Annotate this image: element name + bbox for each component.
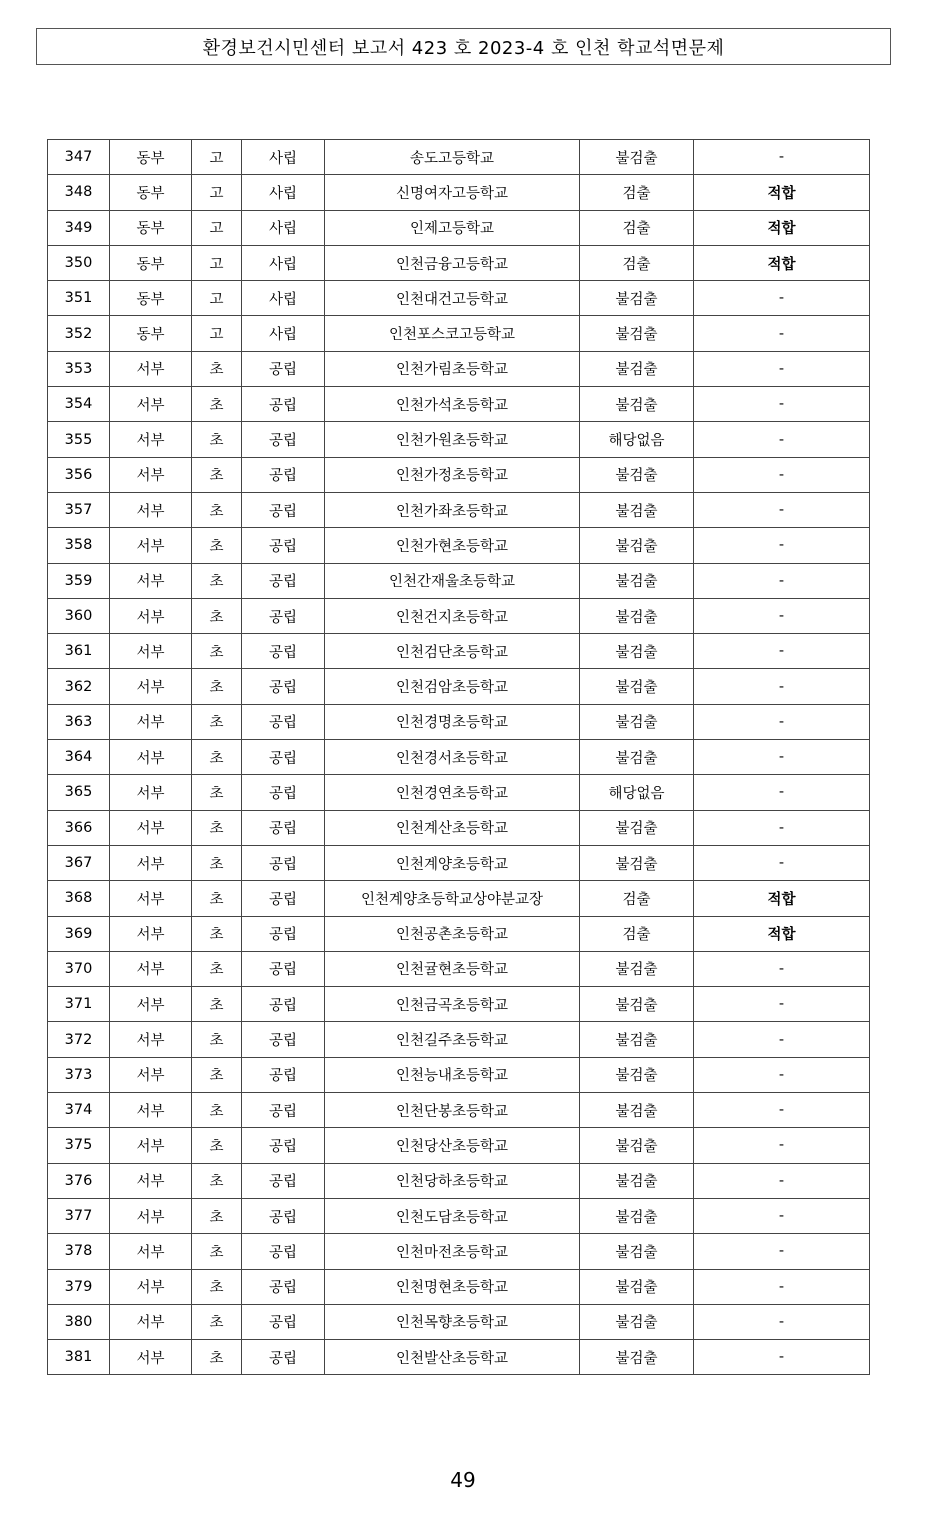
table-row xyxy=(48,1128,870,1163)
school-name-cell: 인천계양초등학교상야분교장 xyxy=(325,881,580,916)
school-type-cell: 공립 xyxy=(242,457,325,492)
detection-cell: 불검출 xyxy=(580,1198,694,1233)
judgement-cell: - xyxy=(694,669,870,704)
judgement-cell: - xyxy=(694,1128,870,1163)
table-row xyxy=(48,1304,870,1339)
school-type-cell: 공립 xyxy=(242,1057,325,1092)
school-type-cell: 공립 xyxy=(242,1269,325,1304)
region-cell: 서부 xyxy=(110,704,192,739)
school-type-cell: 공립 xyxy=(242,492,325,527)
school-type-cell: 공립 xyxy=(242,563,325,598)
school-level-cell: 초 xyxy=(192,492,242,527)
judgement-cell: - xyxy=(694,1198,870,1233)
table-row xyxy=(48,775,870,810)
judgement-cell: - xyxy=(694,1234,870,1269)
region-cell: 서부 xyxy=(110,810,192,845)
region-cell: 서부 xyxy=(110,598,192,633)
school-type-cell: 공립 xyxy=(242,634,325,669)
judgement-cell: - xyxy=(694,281,870,316)
row-number-cell: 373 xyxy=(48,1057,110,1092)
table-row xyxy=(48,316,870,351)
row-number-cell: 378 xyxy=(48,1234,110,1269)
detection-cell: 불검출 xyxy=(580,351,694,386)
detection-cell: 해당없음 xyxy=(580,422,694,457)
row-number-cell: 374 xyxy=(48,1093,110,1128)
school-type-cell: 공립 xyxy=(242,1340,325,1375)
judgement-cell: 적합 xyxy=(694,881,870,916)
judgement-cell: 적합 xyxy=(694,916,870,951)
school-level-cell: 초 xyxy=(192,987,242,1022)
detection-cell: 불검출 xyxy=(580,1163,694,1198)
school-level-cell: 초 xyxy=(192,740,242,775)
school-name-cell: 인천공촌초등학교 xyxy=(325,916,580,951)
school-name-cell: 인천대건고등학교 xyxy=(325,281,580,316)
school-name-cell: 인천간재울초등학교 xyxy=(325,563,580,598)
school-type-cell: 공립 xyxy=(242,1163,325,1198)
school-name-cell: 인천가원초등학교 xyxy=(325,422,580,457)
detection-cell: 검출 xyxy=(580,881,694,916)
school-name-cell: 인천금곡초등학교 xyxy=(325,987,580,1022)
school-level-cell: 초 xyxy=(192,634,242,669)
detection-cell: 불검출 xyxy=(580,492,694,527)
school-type-cell: 공립 xyxy=(242,881,325,916)
detection-cell: 검출 xyxy=(580,175,694,210)
judgement-cell: - xyxy=(694,457,870,492)
school-name-cell: 인천경명초등학교 xyxy=(325,704,580,739)
judgement-cell: - xyxy=(694,1269,870,1304)
region-cell: 서부 xyxy=(110,387,192,422)
school-level-cell: 초 xyxy=(192,1163,242,1198)
school-level-cell: 초 xyxy=(192,1340,242,1375)
row-number-cell: 350 xyxy=(48,245,110,280)
school-name-cell: 인천단봉초등학교 xyxy=(325,1093,580,1128)
row-number-cell: 381 xyxy=(48,1340,110,1375)
judgement-cell: - xyxy=(694,492,870,527)
page-number: 49 xyxy=(450,1468,476,1492)
school-level-cell: 초 xyxy=(192,563,242,598)
school-type-cell: 공립 xyxy=(242,422,325,457)
region-cell: 서부 xyxy=(110,1128,192,1163)
school-type-cell: 사립 xyxy=(242,316,325,351)
row-number-cell: 349 xyxy=(48,210,110,245)
school-type-cell: 공립 xyxy=(242,598,325,633)
table-row xyxy=(48,1093,870,1128)
detection-cell: 불검출 xyxy=(580,1340,694,1375)
judgement-cell: - xyxy=(694,740,870,775)
judgement-cell: - xyxy=(694,351,870,386)
row-number-cell: 361 xyxy=(48,634,110,669)
detection-cell: 불검출 xyxy=(580,1022,694,1057)
judgement-cell: 적합 xyxy=(694,245,870,280)
school-level-cell: 초 xyxy=(192,669,242,704)
row-number-cell: 347 xyxy=(48,140,110,175)
judgement-cell: - xyxy=(694,422,870,457)
school-type-cell: 공립 xyxy=(242,1128,325,1163)
school-type-cell: 공립 xyxy=(242,1093,325,1128)
table-row xyxy=(48,422,870,457)
region-cell: 서부 xyxy=(110,1269,192,1304)
table-row xyxy=(48,704,870,739)
school-type-cell: 공립 xyxy=(242,916,325,951)
judgement-cell: - xyxy=(694,316,870,351)
row-number-cell: 369 xyxy=(48,916,110,951)
row-number-cell: 367 xyxy=(48,845,110,880)
judgement-cell: - xyxy=(694,1093,870,1128)
region-cell: 동부 xyxy=(110,175,192,210)
judgement-cell: - xyxy=(694,1057,870,1092)
detection-cell: 불검출 xyxy=(580,1304,694,1339)
school-type-cell: 사립 xyxy=(242,140,325,175)
region-cell: 서부 xyxy=(110,775,192,810)
school-level-cell: 초 xyxy=(192,881,242,916)
school-name-cell: 인천금융고등학교 xyxy=(325,245,580,280)
table-row xyxy=(48,1340,870,1375)
judgement-cell: 적합 xyxy=(694,210,870,245)
judgement-cell: - xyxy=(694,1022,870,1057)
row-number-cell: 352 xyxy=(48,316,110,351)
school-name-cell: 인천명현초등학교 xyxy=(325,1269,580,1304)
report-header xyxy=(36,28,891,65)
detection-cell: 불검출 xyxy=(580,634,694,669)
school-level-cell: 초 xyxy=(192,1022,242,1057)
row-number-cell: 376 xyxy=(48,1163,110,1198)
table-row xyxy=(48,492,870,527)
school-name-cell: 인천도담초등학교 xyxy=(325,1198,580,1233)
detection-cell: 불검출 xyxy=(580,1234,694,1269)
detection-cell: 해당없음 xyxy=(580,775,694,810)
table-row xyxy=(48,1234,870,1269)
region-cell: 서부 xyxy=(110,1057,192,1092)
school-type-cell: 공립 xyxy=(242,740,325,775)
school-type-cell: 공립 xyxy=(242,987,325,1022)
school-type-cell: 공립 xyxy=(242,351,325,386)
row-number-cell: 364 xyxy=(48,740,110,775)
judgement-cell: - xyxy=(694,951,870,986)
region-cell: 서부 xyxy=(110,528,192,563)
region-cell: 서부 xyxy=(110,845,192,880)
school-type-cell: 사립 xyxy=(242,245,325,280)
school-type-cell: 공립 xyxy=(242,1234,325,1269)
school-name-cell: 인천경서초등학교 xyxy=(325,740,580,775)
school-name-cell: 인천가좌초등학교 xyxy=(325,492,580,527)
judgement-cell: - xyxy=(694,1340,870,1375)
table-row xyxy=(48,1057,870,1092)
row-number-cell: 351 xyxy=(48,281,110,316)
table-row xyxy=(48,951,870,986)
school-type-cell: 공립 xyxy=(242,1198,325,1233)
detection-cell: 불검출 xyxy=(580,281,694,316)
detection-cell: 불검출 xyxy=(580,845,694,880)
school-name-cell: 인천계양초등학교 xyxy=(325,845,580,880)
detection-cell: 검출 xyxy=(580,210,694,245)
region-cell: 서부 xyxy=(110,634,192,669)
detection-cell: 불검출 xyxy=(580,316,694,351)
table-row xyxy=(48,387,870,422)
region-cell: 서부 xyxy=(110,669,192,704)
table-row xyxy=(48,245,870,280)
row-number-cell: 360 xyxy=(48,598,110,633)
row-number-cell: 366 xyxy=(48,810,110,845)
school-type-cell: 공립 xyxy=(242,775,325,810)
school-type-cell: 사립 xyxy=(242,281,325,316)
row-number-cell: 379 xyxy=(48,1269,110,1304)
school-level-cell: 초 xyxy=(192,845,242,880)
detection-cell: 불검출 xyxy=(580,528,694,563)
detection-cell: 불검출 xyxy=(580,810,694,845)
school-name-cell: 송도고등학교 xyxy=(325,140,580,175)
row-number-cell: 375 xyxy=(48,1128,110,1163)
region-cell: 동부 xyxy=(110,281,192,316)
detection-cell: 불검출 xyxy=(580,598,694,633)
detection-cell: 불검출 xyxy=(580,740,694,775)
table-row xyxy=(48,457,870,492)
school-name-cell: 인천가정초등학교 xyxy=(325,457,580,492)
school-level-cell: 초 xyxy=(192,1269,242,1304)
school-level-cell: 초 xyxy=(192,810,242,845)
table-row xyxy=(48,845,870,880)
detection-cell: 불검출 xyxy=(580,457,694,492)
region-cell: 동부 xyxy=(110,245,192,280)
school-level-cell: 초 xyxy=(192,704,242,739)
row-number-cell: 357 xyxy=(48,492,110,527)
school-name-cell: 인천가현초등학교 xyxy=(325,528,580,563)
school-name-cell: 인천건지초등학교 xyxy=(325,598,580,633)
school-asbestos-table xyxy=(47,139,870,1375)
table-row xyxy=(48,987,870,1022)
table-row xyxy=(48,175,870,210)
school-level-cell: 고 xyxy=(192,316,242,351)
table-row xyxy=(48,598,870,633)
region-cell: 서부 xyxy=(110,492,192,527)
region-cell: 서부 xyxy=(110,1234,192,1269)
school-level-cell: 초 xyxy=(192,916,242,951)
table-row xyxy=(48,1198,870,1233)
school-name-cell: 신명여자고등학교 xyxy=(325,175,580,210)
table-row xyxy=(48,1163,870,1198)
row-number-cell: 362 xyxy=(48,669,110,704)
school-name-cell: 인천목향초등학교 xyxy=(325,1304,580,1339)
school-type-cell: 공립 xyxy=(242,387,325,422)
school-name-cell: 인천검단초등학교 xyxy=(325,634,580,669)
row-number-cell: 354 xyxy=(48,387,110,422)
row-number-cell: 365 xyxy=(48,775,110,810)
judgement-cell: - xyxy=(694,775,870,810)
table-row xyxy=(48,881,870,916)
region-cell: 서부 xyxy=(110,422,192,457)
detection-cell: 검출 xyxy=(580,916,694,951)
school-level-cell: 고 xyxy=(192,140,242,175)
table-row xyxy=(48,669,870,704)
judgement-cell: - xyxy=(694,845,870,880)
table-row xyxy=(48,140,870,175)
school-level-cell: 초 xyxy=(192,775,242,810)
school-level-cell: 초 xyxy=(192,387,242,422)
region-cell: 서부 xyxy=(110,351,192,386)
row-number-cell: 372 xyxy=(48,1022,110,1057)
school-level-cell: 초 xyxy=(192,457,242,492)
school-type-cell: 공립 xyxy=(242,669,325,704)
judgement-cell: - xyxy=(694,1163,870,1198)
table-row xyxy=(48,281,870,316)
row-number-cell: 377 xyxy=(48,1198,110,1233)
region-cell: 서부 xyxy=(110,951,192,986)
detection-cell: 불검출 xyxy=(580,987,694,1022)
detection-cell: 불검출 xyxy=(580,387,694,422)
row-number-cell: 355 xyxy=(48,422,110,457)
row-number-cell: 371 xyxy=(48,987,110,1022)
school-type-cell: 공립 xyxy=(242,528,325,563)
school-level-cell: 초 xyxy=(192,1128,242,1163)
table-row xyxy=(48,634,870,669)
row-number-cell: 359 xyxy=(48,563,110,598)
region-cell: 서부 xyxy=(110,1198,192,1233)
school-name-cell: 인천마전초등학교 xyxy=(325,1234,580,1269)
school-type-cell: 사립 xyxy=(242,175,325,210)
judgement-cell: - xyxy=(694,563,870,598)
judgement-cell: - xyxy=(694,528,870,563)
region-cell: 서부 xyxy=(110,1163,192,1198)
school-name-cell: 인천귤현초등학교 xyxy=(325,951,580,986)
judgement-cell: - xyxy=(694,704,870,739)
school-name-cell: 인천발산초등학교 xyxy=(325,1340,580,1375)
judgement-cell: - xyxy=(694,634,870,669)
row-number-cell: 353 xyxy=(48,351,110,386)
report-title: 환경보건시민센터 보고서 423 호 2023-4 호 인천 학교석면문제 xyxy=(202,37,725,59)
school-level-cell: 초 xyxy=(192,351,242,386)
row-number-cell: 358 xyxy=(48,528,110,563)
detection-cell: 불검출 xyxy=(580,1269,694,1304)
school-name-cell: 인천당산초등학교 xyxy=(325,1128,580,1163)
detection-cell: 불검출 xyxy=(580,563,694,598)
row-number-cell: 370 xyxy=(48,951,110,986)
school-level-cell: 초 xyxy=(192,951,242,986)
school-level-cell: 초 xyxy=(192,1304,242,1339)
region-cell: 동부 xyxy=(110,140,192,175)
school-level-cell: 초 xyxy=(192,422,242,457)
school-name-cell: 인천능내초등학교 xyxy=(325,1057,580,1092)
row-number-cell: 363 xyxy=(48,704,110,739)
table-row xyxy=(48,1022,870,1057)
school-type-cell: 공립 xyxy=(242,704,325,739)
table-row xyxy=(48,528,870,563)
school-name-cell: 인천길주초등학교 xyxy=(325,1022,580,1057)
school-type-cell: 공립 xyxy=(242,951,325,986)
row-number-cell: 380 xyxy=(48,1304,110,1339)
school-level-cell: 초 xyxy=(192,1234,242,1269)
detection-cell: 검출 xyxy=(580,245,694,280)
detection-cell: 불검출 xyxy=(580,704,694,739)
school-type-cell: 공립 xyxy=(242,1022,325,1057)
region-cell: 서부 xyxy=(110,916,192,951)
table-row xyxy=(48,740,870,775)
school-level-cell: 고 xyxy=(192,281,242,316)
school-level-cell: 초 xyxy=(192,1057,242,1092)
table-row xyxy=(48,210,870,245)
school-name-cell: 인천계산초등학교 xyxy=(325,810,580,845)
detection-cell: 불검출 xyxy=(580,1057,694,1092)
judgement-cell: 적합 xyxy=(694,175,870,210)
region-cell: 서부 xyxy=(110,1022,192,1057)
school-name-cell: 인천검암초등학교 xyxy=(325,669,580,704)
school-type-cell: 공립 xyxy=(242,810,325,845)
judgement-cell: - xyxy=(694,387,870,422)
row-number-cell: 348 xyxy=(48,175,110,210)
region-cell: 동부 xyxy=(110,316,192,351)
school-level-cell: 초 xyxy=(192,1198,242,1233)
school-name-cell: 인천경연초등학교 xyxy=(325,775,580,810)
school-type-cell: 사립 xyxy=(242,210,325,245)
table-row xyxy=(48,563,870,598)
school-name-cell: 인제고등학교 xyxy=(325,210,580,245)
table-row xyxy=(48,1269,870,1304)
table-row xyxy=(48,810,870,845)
region-cell: 서부 xyxy=(110,881,192,916)
school-name-cell: 인천포스코고등학교 xyxy=(325,316,580,351)
region-cell: 서부 xyxy=(110,740,192,775)
judgement-cell: - xyxy=(694,598,870,633)
detection-cell: 불검출 xyxy=(580,951,694,986)
region-cell: 서부 xyxy=(110,1340,192,1375)
table-body xyxy=(48,140,870,1375)
table-row xyxy=(48,351,870,386)
region-cell: 서부 xyxy=(110,1304,192,1339)
school-level-cell: 초 xyxy=(192,528,242,563)
school-name-cell: 인천가석초등학교 xyxy=(325,387,580,422)
detection-cell: 불검출 xyxy=(580,140,694,175)
school-level-cell: 고 xyxy=(192,210,242,245)
school-level-cell: 고 xyxy=(192,175,242,210)
school-level-cell: 초 xyxy=(192,598,242,633)
school-level-cell: 초 xyxy=(192,1093,242,1128)
region-cell: 서부 xyxy=(110,1093,192,1128)
judgement-cell: - xyxy=(694,1304,870,1339)
school-type-cell: 공립 xyxy=(242,1304,325,1339)
school-level-cell: 고 xyxy=(192,245,242,280)
region-cell: 동부 xyxy=(110,210,192,245)
judgement-cell: - xyxy=(694,987,870,1022)
detection-cell: 불검출 xyxy=(580,1128,694,1163)
school-type-cell: 공립 xyxy=(242,845,325,880)
judgement-cell: - xyxy=(694,140,870,175)
region-cell: 서부 xyxy=(110,457,192,492)
detection-cell: 불검출 xyxy=(580,1093,694,1128)
school-name-cell: 인천당하초등학교 xyxy=(325,1163,580,1198)
region-cell: 서부 xyxy=(110,563,192,598)
row-number-cell: 356 xyxy=(48,457,110,492)
detection-cell: 불검출 xyxy=(580,669,694,704)
row-number-cell: 368 xyxy=(48,881,110,916)
region-cell: 서부 xyxy=(110,987,192,1022)
judgement-cell: - xyxy=(694,810,870,845)
school-name-cell: 인천가림초등학교 xyxy=(325,351,580,386)
table-row xyxy=(48,916,870,951)
